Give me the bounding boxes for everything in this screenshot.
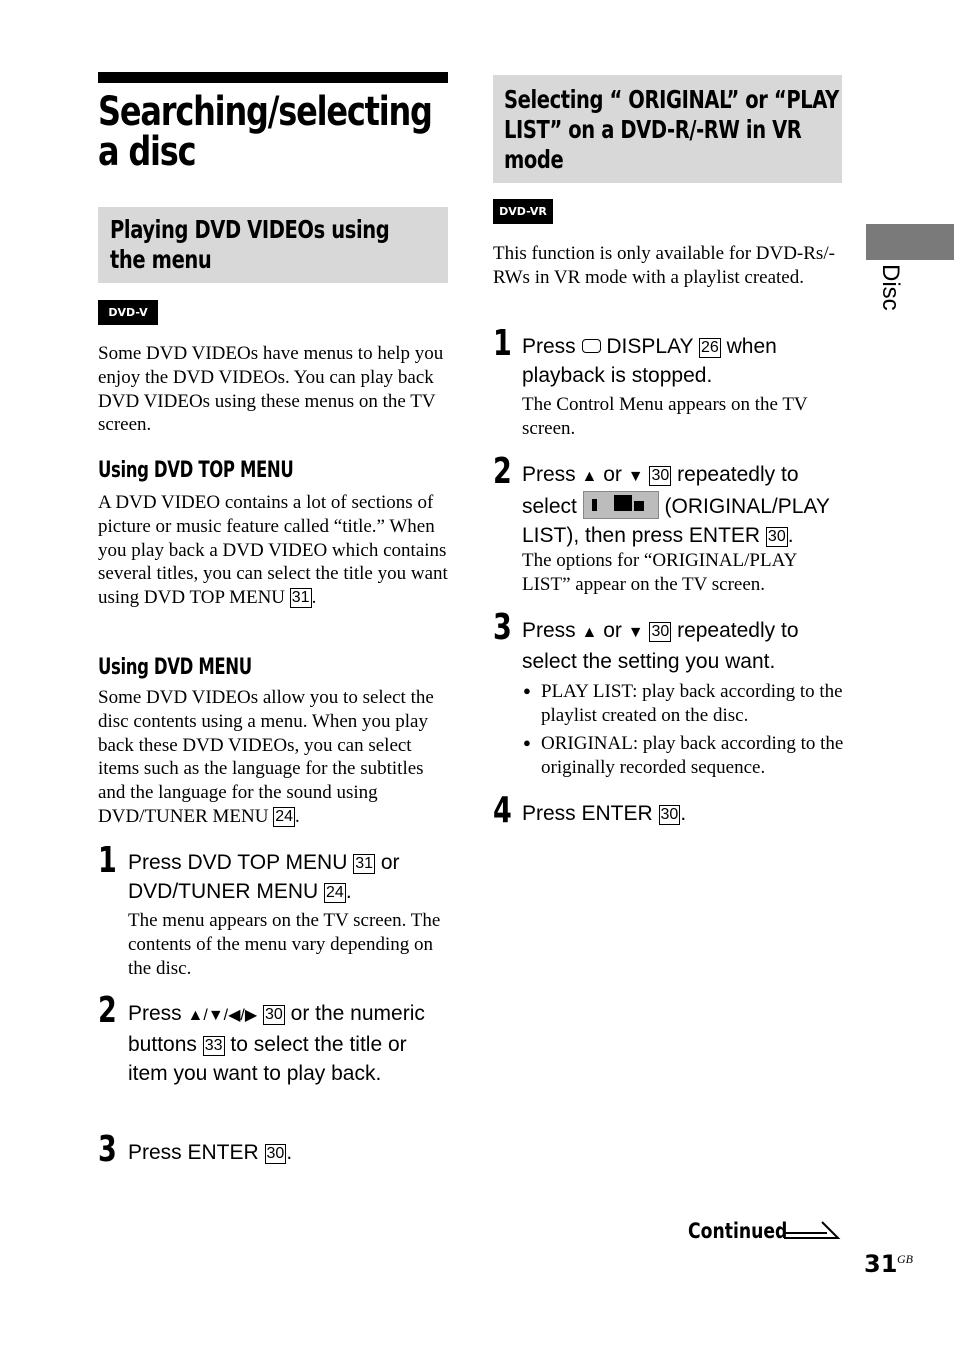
step-number: 2 xyxy=(98,990,117,1031)
step-number: 4 xyxy=(493,790,512,831)
arrow-up-icon: ▲ xyxy=(581,624,598,641)
arrow-down-icon: ▼ xyxy=(627,468,644,485)
dvd-v-badge: DVD-V xyxy=(98,300,158,325)
step-instruction: Press DISPLAY 26 when playback is stopped. xyxy=(522,335,777,387)
step-number: 3 xyxy=(98,1129,117,1170)
dvd-menu-text: Some DVD VIDEOs allow you to select the disc contents using a menu. When you play back these DVD VIDEOs, you can select items such as the language for the subtitles and the language for the sound using DVD/TUNER MENU 24 . xyxy=(98,687,434,827)
step-note: The menu appears on the TV screen. The contents of the menu vary depending on the disc. xyxy=(128,910,441,979)
step-instruction: Press ▲ or ▼ 30 repeatedly to select the setting you want. xyxy=(522,619,799,673)
step-instruction: Press ▲ or ▼ 30 repeatedly to select (ORIGINAL/PLAY LIST), then press ENTER 30. xyxy=(522,463,830,547)
ref-24: 24 xyxy=(275,807,294,825)
step-instruction: Press ▲/▼/◀/▶ 30 or the numeric buttons 33 to select the title or item you want to play back. xyxy=(128,1002,425,1085)
step-number: 1 xyxy=(493,323,512,364)
step-note: The options for “ORIGINAL/PLAY LIST” appear on the TV screen. xyxy=(522,550,797,595)
subheading-top-menu: Using DVD TOP MENU xyxy=(98,458,294,483)
option-play-list: PLAY LIST: play back according to the playlist created on the disc. xyxy=(541,681,843,726)
page-number: 31 xyxy=(864,1250,898,1278)
title-rule xyxy=(98,72,448,83)
section-title-left: Playing DVD VIDEOs using the menu xyxy=(110,215,390,274)
dvd-vr-badge: DVD-VR xyxy=(493,199,553,224)
step-instruction: Press ENTER 30. xyxy=(522,802,687,825)
display-button-icon xyxy=(582,339,601,353)
option-original: ORIGINAL: play back according to the originally recorded sequence. xyxy=(541,733,844,778)
page-suffix: GB xyxy=(897,1252,913,1266)
bullet-icon: ● xyxy=(523,735,531,750)
intro-text-right: This function is only available for DVD-Rs/-RWs in VR mode with a playlist created. xyxy=(493,243,835,288)
ref-31: 31 xyxy=(291,589,310,607)
section-title-right-line1: Selecting “ ORIGINAL” or “PLAY xyxy=(504,85,839,114)
step-number: 2 xyxy=(493,451,512,492)
continued-arrow-icon xyxy=(782,1220,842,1242)
page-title: Searching/selecting a disc xyxy=(98,89,432,175)
side-tab-label: Disc xyxy=(877,264,904,311)
step-number: 3 xyxy=(493,607,512,648)
bullet-icon: ● xyxy=(523,683,531,698)
original-playlist-menu-icon xyxy=(583,491,659,519)
arrow-up-icon: ▲ xyxy=(581,468,598,485)
continued-label: Continued xyxy=(688,1219,788,1243)
arrow-down-icon: ▼ xyxy=(627,624,644,641)
step-instruction: Press ENTER 30. xyxy=(128,1141,293,1164)
arrow-up-down-left-right-icon: ▲/▼/◀/▶ xyxy=(187,1007,258,1024)
step-instruction: Press DVD TOP MENU 31 or DVD/TUNER MENU 24. xyxy=(128,851,400,903)
section-title-right-line2: LIST” on a DVD-R/-RW in VR xyxy=(504,115,802,144)
step-note: The Control Menu appears on the TV screen. xyxy=(522,394,808,439)
subheading-dvd-menu: Using DVD MENU xyxy=(98,655,252,680)
side-tab xyxy=(866,224,954,260)
top-menu-text: A DVD VIDEO contains a lot of sections of picture or music feature called “title.” When you play back a DVD VIDEO which contains several titles, you can select the title you want using DVD TOP MENU 31 . xyxy=(98,492,448,609)
section-title-right-line3: mode xyxy=(504,145,564,174)
intro-text-left: Some DVD VIDEOs have menus to help you enjoy the DVD VIDEOs. You can play back DVD VIDEOs using these menus on the TV screen. xyxy=(98,343,444,436)
step-number: 1 xyxy=(98,840,117,881)
